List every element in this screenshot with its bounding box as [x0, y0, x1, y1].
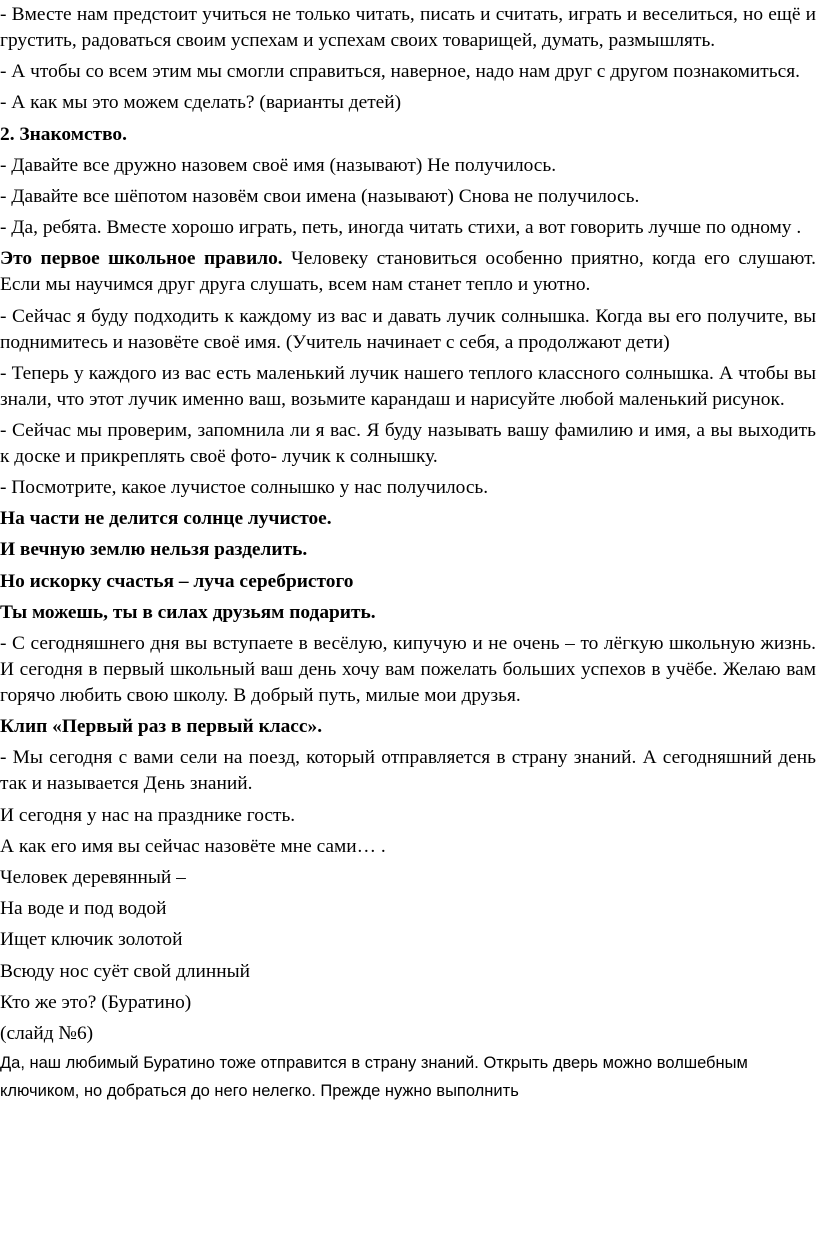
- clip-heading: Клип «Первый раз в первый класс».: [0, 716, 323, 738]
- riddle-line-1: Человек деревянный –: [0, 866, 186, 888]
- slide-note: (слайд №6): [0, 1022, 94, 1044]
- paragraph-names-together: - Давайте все дружно назовем своё имя (называют) Не получилось.: [0, 154, 557, 176]
- paragraph-sun-ray: - Сейчас я буду подходить к каждому из вас и давать лучик солнышка. Когда вы его получите, вы поднимитесь и назовёте своё имя. (Учитель начинает с себя, а продолжают дети): [0, 305, 816, 353]
- paragraph-intro: - Вместе нам предстоит учиться не только читать, писать и считать, играть и веселиться, но ещё и грустить, радоваться своим успехам и успехам своих товарищей, думать, размышлять.: [0, 4, 816, 51]
- paragraph-question: - А как мы это можем сделать? (варианты детей): [0, 92, 402, 114]
- paragraph-look-sun: - Посмотрите, какое лучистое солнышко у нас получилось.: [0, 477, 489, 499]
- paragraph-first-rule: [0, 246, 816, 298]
- riddle-line-4: Всюду нос суёт свой длинный: [0, 960, 251, 982]
- poem-line-4: Ты можешь, ты в силах друзьям подарить.: [0, 601, 376, 623]
- paragraph-guess-name: А как его имя вы сейчас назовёте мне сами… .: [0, 835, 386, 857]
- paragraph-draw-picture: - Теперь у каждого из вас есть маленький лучик нашего теплого классного солнышка. А чтобы вы знали, что этот лучик именно ваш, возьмите карандаш и нарисуйте любой маленький рисунок.: [0, 362, 816, 410]
- riddle-line-2: На воде и под водой: [0, 898, 167, 920]
- first-rule-text: Человеку становиться особенно приятно, когда его слушают. Если мы научимся друг друга слушать, всем нам станет тепло и уютно.: [0, 248, 816, 296]
- section-heading-acquaintance: 2. Знакомство.: [0, 123, 127, 145]
- paragraph-school-life: - С сегодняшнего дня вы вступаете в весёлую, кипучую и не очень – то лёгкую школьную жизнь. И сегодня в первый школьный ваш день хочу вам пожелать больших успехов в учёбе. Желаю вам горячо любить свою школу. В добрый путь, милые мои друзья.: [0, 633, 816, 706]
- riddle-line-3: Ищет ключик золотой: [0, 929, 183, 951]
- paragraph-names-whisper: - Давайте все шёпотом назовём свои имена (называют) Снова не получилось.: [0, 185, 640, 207]
- paragraph-guest: И сегодня у нас на празднике гость.: [0, 804, 296, 826]
- paragraph-check-names: - Сейчас мы проверим, запомнила ли я вас. Я буду называть вашу фамилию и имя, а вы выходить к доске и прикреплять своё фото- лучик к солнышку.: [0, 419, 816, 467]
- paragraph-train: - Мы сегодня с вами сели на поезд, который отправляется в страну знаний. А сегодняшний день так и называется День знаний.: [0, 747, 816, 795]
- paragraph-buratino: Да, наш любимый Буратино тоже отправится в страну знаний. Открыть дверь можно волшебным ключиком, но добраться до него нелегко. Прежде нужно выполнить: [0, 1053, 748, 1100]
- riddle-answer: Кто же это? (Буратино): [0, 991, 192, 1013]
- first-rule-bold: Это первое школьное правило.: [0, 248, 283, 270]
- poem-line-3: Но искорку счастья – луча серебристого: [0, 570, 354, 592]
- poem-line-1: На части не делится солнце лучистое.: [0, 508, 332, 530]
- poem-line-2: И вечную землю нельзя разделить.: [0, 539, 308, 561]
- paragraph-one-at-a-time: - Да, ребята. Вместе хорошо играть, петь, иногда читать стихи, а вот говорить лучше по одному .: [0, 217, 802, 239]
- paragraph-get-acquainted: - А чтобы со всем этим мы смогли справиться, наверное, надо нам друг с другом познакомиться.: [0, 61, 800, 83]
